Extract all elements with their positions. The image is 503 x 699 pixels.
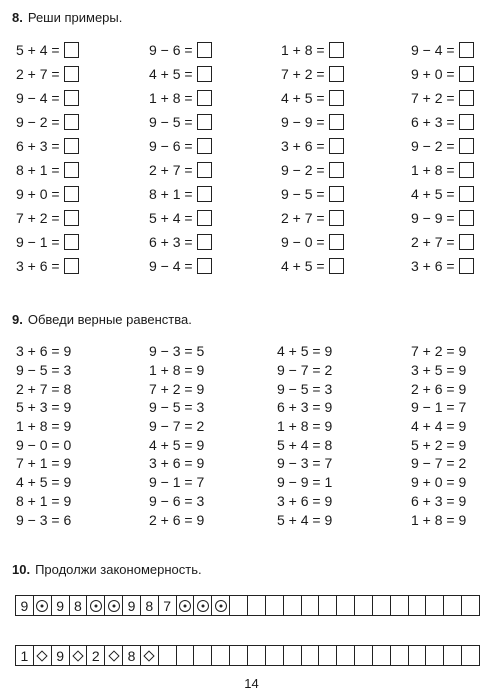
example-text: 9 − 2 = — [281, 162, 325, 178]
answer-box[interactable] — [197, 138, 212, 154]
answer-box[interactable] — [197, 42, 212, 58]
circle-dot-icon — [179, 600, 191, 612]
example-text: 1 + 8 = — [149, 90, 193, 106]
example-text: 9 − 4 = — [411, 42, 455, 58]
example-item — [281, 90, 411, 106]
circle-dot-icon — [108, 600, 120, 612]
example-item — [411, 162, 491, 178]
equality-item[interactable]: 3 + 6 = 9 — [16, 343, 72, 360]
example-text: 8 + 1 = — [149, 186, 193, 202]
empty-cell[interactable] — [266, 596, 284, 615]
equality-item[interactable]: 3 + 6 = 9 — [277, 492, 333, 509]
answer-box[interactable] — [64, 258, 79, 274]
example-text: 5 + 4 = — [149, 210, 193, 226]
example-item — [411, 186, 491, 202]
example-item — [281, 162, 411, 178]
empty-cell[interactable] — [426, 646, 444, 665]
empty-cell[interactable] — [391, 646, 409, 665]
task8-number: 8. — [12, 10, 23, 25]
example-item — [16, 90, 149, 106]
task10-heading — [12, 562, 202, 577]
example-item — [281, 258, 411, 274]
empty-cell[interactable] — [409, 596, 427, 615]
example-item — [149, 162, 281, 178]
equality-item[interactable]: 1 + 8 = 9 — [149, 362, 205, 379]
answer-box[interactable] — [64, 42, 79, 58]
empty-cell[interactable] — [194, 646, 212, 665]
equality-item[interactable]: 2 + 6 = 9 — [149, 511, 205, 528]
example-text: 9 − 0 = — [281, 234, 325, 250]
pattern-digit: 9 — [56, 647, 64, 664]
diamond-icon — [37, 650, 48, 661]
task8-title: Реши примеры. — [27, 10, 123, 25]
example-text: 4 + 5 = — [281, 90, 325, 106]
example-item — [411, 258, 491, 274]
example-item — [281, 138, 411, 154]
example-text: 3 + 6 = — [411, 258, 455, 274]
empty-cell[interactable] — [319, 596, 337, 615]
answer-box[interactable] — [197, 210, 212, 226]
answer-box[interactable] — [197, 162, 212, 178]
equality-item[interactable]: 9 − 6 = 3 — [149, 492, 205, 509]
answer-box[interactable] — [329, 234, 344, 250]
example-text: 4 + 5 = — [149, 66, 193, 82]
example-text: 7 + 2 = — [281, 66, 325, 82]
circle-dot-icon — [215, 600, 227, 612]
empty-cell[interactable] — [159, 646, 177, 665]
pattern-cell — [141, 596, 159, 615]
pattern-cell — [123, 646, 141, 665]
empty-cell[interactable] — [444, 646, 462, 665]
equality-item[interactable]: 3 + 5 = 9 — [411, 362, 467, 379]
task9-heading — [12, 312, 192, 327]
equality-item[interactable]: 5 + 4 = 9 — [277, 511, 333, 528]
example-item — [149, 138, 281, 154]
answer-box[interactable] — [64, 210, 79, 226]
pattern-cell — [141, 646, 159, 665]
example-item — [16, 114, 149, 130]
equality-item[interactable]: 2 + 6 = 9 — [411, 380, 467, 397]
example-item — [149, 90, 281, 106]
empty-cell[interactable] — [319, 646, 337, 665]
task9-equalities-grid — [16, 342, 491, 529]
task8-heading — [12, 10, 122, 25]
example-item — [149, 42, 281, 58]
example-item — [411, 210, 491, 226]
example-item — [411, 114, 491, 130]
example-text: 1 + 8 = — [281, 42, 325, 58]
equality-item[interactable]: 4 + 5 = 9 — [16, 474, 72, 491]
empty-cell[interactable] — [444, 596, 462, 615]
example-item — [149, 66, 281, 82]
answer-box[interactable] — [459, 234, 474, 250]
example-item — [411, 90, 491, 106]
example-text: 1 + 8 = — [411, 162, 455, 178]
pattern-cell — [105, 596, 123, 615]
empty-cell[interactable] — [302, 646, 320, 665]
empty-cell[interactable] — [373, 596, 391, 615]
empty-cell[interactable] — [284, 596, 302, 615]
circle-dot-icon — [90, 600, 102, 612]
equality-item[interactable]: 3 + 6 = 9 — [149, 455, 205, 472]
example-text: 9 − 9 = — [281, 114, 325, 130]
example-item — [281, 114, 411, 130]
task8-examples-grid — [16, 38, 491, 278]
answer-box[interactable] — [197, 114, 212, 130]
empty-cell[interactable] — [426, 596, 444, 615]
equality-item[interactable]: 9 − 3 = 7 — [277, 455, 333, 472]
empty-cell[interactable] — [373, 646, 391, 665]
equality-item[interactable]: 9 − 5 = 3 — [16, 362, 72, 379]
diamond-icon — [72, 650, 83, 661]
example-item — [149, 234, 281, 250]
example-item — [16, 258, 149, 274]
answer-box[interactable] — [459, 114, 474, 130]
pattern-digit: 9 — [20, 597, 29, 614]
answer-box[interactable] — [197, 186, 212, 202]
example-item — [281, 42, 411, 58]
equality-item[interactable]: 9 − 1 = 7 — [411, 399, 467, 416]
answer-box[interactable] — [64, 114, 79, 130]
pattern-strip-1 — [15, 595, 480, 616]
diamond-icon — [108, 650, 119, 661]
example-item — [281, 210, 411, 226]
example-item — [411, 138, 491, 154]
pattern-cell — [123, 596, 141, 615]
equality-item[interactable]: 9 − 3 = 6 — [16, 511, 72, 528]
answer-box[interactable] — [197, 66, 212, 82]
answer-box[interactable] — [197, 258, 212, 274]
example-item — [149, 258, 281, 274]
answer-box[interactable] — [459, 90, 474, 106]
equality-item[interactable]: 9 − 5 = 3 — [149, 399, 205, 416]
equality-item[interactable]: 1 + 8 = 9 — [411, 511, 467, 528]
example-text: 3 + 6 = — [281, 138, 325, 154]
example-text: 9 − 2 = — [16, 114, 60, 130]
example-item — [281, 66, 411, 82]
example-text: 9 − 1 = — [16, 234, 60, 250]
example-text: 7 + 2 = — [411, 90, 455, 106]
equality-item[interactable]: 4 + 5 = 9 — [149, 436, 205, 453]
example-text: 3 + 6 = — [16, 258, 60, 274]
pattern-strip-2 — [15, 645, 480, 666]
empty-cell[interactable] — [409, 646, 427, 665]
equality-item[interactable]: 5 + 3 = 9 — [16, 399, 72, 416]
equality-item[interactable]: 8 + 1 = 9 — [16, 492, 72, 509]
pattern-cell — [70, 596, 88, 615]
equality-item[interactable]: 9 − 7 = 2 — [277, 362, 333, 379]
empty-cell[interactable] — [355, 646, 373, 665]
pattern-cell — [70, 646, 88, 665]
equality-item[interactable]: 2 + 7 = 8 — [16, 380, 72, 397]
answer-box[interactable] — [459, 66, 474, 82]
equality-item[interactable]: 4 + 4 = 9 — [411, 418, 467, 435]
empty-cell[interactable] — [462, 596, 480, 615]
pattern-cell — [34, 646, 52, 665]
answer-box[interactable] — [459, 162, 474, 178]
pattern-digit: 8 — [145, 597, 154, 614]
example-text: 6 + 3 = — [16, 138, 60, 154]
example-text: 9 − 4 = — [149, 258, 193, 274]
example-text: 8 + 1 = — [16, 162, 60, 178]
equality-item[interactable]: 9 − 7 = 2 — [411, 455, 467, 472]
answer-box[interactable] — [329, 210, 344, 226]
example-text: 9 − 4 = — [16, 90, 60, 106]
answer-box[interactable] — [459, 186, 474, 202]
answer-box[interactable] — [459, 138, 474, 154]
pattern-cell — [34, 596, 52, 615]
pattern-cell — [159, 596, 177, 615]
pattern-cell — [16, 596, 34, 615]
example-text: 9 − 2 = — [411, 138, 455, 154]
pattern-digit: 7 — [163, 597, 172, 614]
pattern-cell — [105, 646, 123, 665]
pattern-cell — [87, 646, 105, 665]
example-text: 9 − 5 = — [281, 186, 325, 202]
example-item — [16, 42, 149, 58]
answer-box[interactable] — [329, 162, 344, 178]
diamond-icon — [144, 650, 155, 661]
example-text: 9 − 5 = — [149, 114, 193, 130]
example-item — [149, 186, 281, 202]
empty-cell[interactable] — [337, 596, 355, 615]
example-item — [16, 186, 149, 202]
equality-item[interactable]: 7 + 2 = 9 — [149, 380, 205, 397]
example-item — [149, 114, 281, 130]
answer-box[interactable] — [197, 90, 212, 106]
example-item — [16, 162, 149, 178]
pattern-cell — [87, 596, 105, 615]
empty-cell[interactable] — [355, 596, 373, 615]
example-text: 9 − 6 = — [149, 138, 193, 154]
example-text: 4 + 5 = — [411, 186, 455, 202]
answer-box[interactable] — [64, 66, 79, 82]
empty-cell[interactable] — [230, 646, 248, 665]
example-item — [16, 66, 149, 82]
answer-box[interactable] — [64, 234, 79, 250]
pattern-cell — [16, 646, 34, 665]
example-item — [411, 66, 491, 82]
answer-box[interactable] — [329, 42, 344, 58]
pattern-digit: 8 — [127, 647, 136, 664]
example-item — [16, 234, 149, 250]
empty-cell[interactable] — [284, 646, 302, 665]
example-item — [149, 210, 281, 226]
equality-item[interactable]: 9 − 5 = 3 — [277, 380, 333, 397]
answer-box[interactable] — [329, 114, 344, 130]
empty-cell[interactable] — [337, 646, 355, 665]
example-item — [411, 42, 491, 58]
empty-cell[interactable] — [212, 646, 230, 665]
example-text: 7 + 2 = — [16, 210, 60, 226]
example-text: 9 − 9 = — [411, 210, 455, 226]
equality-item[interactable]: 5 + 4 = 8 — [277, 436, 333, 453]
empty-cell[interactable] — [177, 646, 195, 665]
equality-item[interactable]: 4 + 5 = 9 — [277, 343, 333, 360]
example-text: 9 + 0 = — [411, 66, 455, 82]
answer-box[interactable] — [197, 234, 212, 250]
equality-item[interactable]: 5 + 2 = 9 — [411, 436, 467, 453]
example-text: 2 + 7 = — [149, 162, 193, 178]
task9-title: Обведи верные равенства. — [27, 312, 192, 327]
pattern-cell — [52, 596, 70, 615]
empty-cell[interactable] — [248, 646, 266, 665]
answer-box[interactable] — [329, 258, 344, 274]
example-text: 2 + 7 = — [411, 234, 455, 250]
example-text: 9 + 0 = — [16, 186, 60, 202]
pattern-digit: 1 — [20, 647, 29, 664]
equality-item[interactable]: 7 + 2 = 9 — [411, 343, 467, 360]
equality-item[interactable]: 9 − 0 = 0 — [16, 436, 72, 453]
pattern-cell — [177, 596, 195, 615]
answer-box[interactable] — [64, 162, 79, 178]
equality-item[interactable]: 9 − 9 = 1 — [277, 474, 333, 491]
equality-item[interactable]: 6 + 3 = 9 — [411, 492, 467, 509]
empty-cell[interactable] — [248, 596, 266, 615]
empty-cell[interactable] — [391, 596, 409, 615]
answer-box[interactable] — [64, 138, 79, 154]
equality-item[interactable]: 6 + 3 = 9 — [277, 399, 333, 416]
example-text: 6 + 3 = — [411, 114, 455, 130]
answer-box[interactable] — [64, 186, 79, 202]
empty-cell[interactable] — [462, 646, 480, 665]
pattern-digit: 9 — [56, 597, 64, 614]
example-item — [281, 186, 411, 202]
equality-item[interactable]: 9 − 1 = 7 — [149, 474, 205, 491]
page-number: 14 — [244, 676, 259, 691]
example-item — [16, 138, 149, 154]
equality-item[interactable]: 1 + 8 = 9 — [277, 418, 333, 435]
example-text: 5 + 4 = — [16, 42, 60, 58]
equality-item[interactable]: 9 − 7 = 2 — [149, 418, 205, 435]
answer-box[interactable] — [329, 138, 344, 154]
task10-number: 10. — [12, 562, 31, 577]
equality-item[interactable]: 1 + 8 = 9 — [16, 418, 72, 435]
pattern-digit: 2 — [91, 647, 100, 664]
example-item — [281, 234, 411, 250]
example-text: 6 + 3 = — [149, 234, 193, 250]
example-item — [411, 234, 491, 250]
equality-item[interactable]: 9 − 3 = 5 — [149, 343, 205, 360]
equality-item[interactable]: 7 + 1 = 9 — [16, 455, 72, 472]
example-text: 4 + 5 = — [281, 258, 325, 274]
answer-box[interactable] — [329, 90, 344, 106]
example-text: 2 + 7 = — [281, 210, 325, 226]
task10-title: Продолжи закономерность. — [35, 562, 202, 577]
circle-dot-icon — [36, 600, 48, 612]
pattern-digit: 9 — [127, 597, 136, 614]
pattern-cell — [52, 646, 70, 665]
answer-box[interactable] — [459, 42, 474, 58]
equality-item[interactable]: 9 + 0 = 9 — [411, 474, 467, 491]
pattern-digit: 8 — [74, 597, 82, 614]
example-text: 9 − 6 = — [149, 42, 193, 58]
pattern-cell — [194, 596, 212, 615]
answer-box[interactable] — [64, 90, 79, 106]
circle-dot-icon — [197, 600, 209, 612]
empty-cell[interactable] — [266, 646, 284, 665]
example-text: 2 + 7 = — [16, 66, 60, 82]
empty-cell[interactable] — [230, 596, 248, 615]
answer-box[interactable] — [459, 258, 474, 274]
answer-box[interactable] — [329, 186, 344, 202]
answer-box[interactable] — [459, 210, 474, 226]
answer-box[interactable] — [329, 66, 344, 82]
empty-cell[interactable] — [302, 596, 320, 615]
task9-number: 9. — [12, 312, 23, 327]
example-item — [16, 210, 149, 226]
pattern-cell — [212, 596, 230, 615]
